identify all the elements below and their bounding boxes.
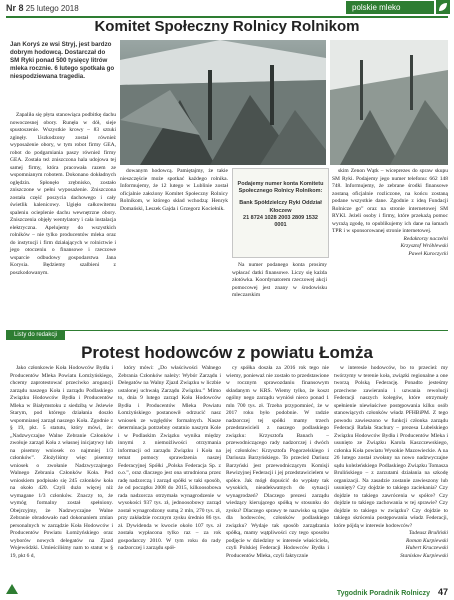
section-tag: Listy do redakcji bbox=[6, 330, 65, 340]
bank-name: Bank Spółdzielczy Ryki Oddział Kłoczew bbox=[239, 200, 322, 214]
issue-number: Nr 8 bbox=[6, 3, 24, 13]
signature-name: Stanisław Kurpiewski bbox=[400, 552, 448, 559]
paragraph: cy spółka doszła za 2016 rok tego nie wiemy, ponieważ nie zostało to przedstawione w rocznym sprawozdaniu finansowym składanym w KRS. Wiemy tylko, że koszt ogólny nego zarządu wyniósł nieco ponad 1 mln 700 tys. zł. Trzeba przypomnieć, że w 2017 roku było podobnie. W radzie nadzorczej tej spółki mamy trzech przedstawicieli z naszego podlaskiego związku: Krzysztofa Banach – przewodniczącego rady nadzorczej i dwóch jej członków: Krzysztofa Pogorzelskiego i Dariusza Barzyńskiego. To przecież Dariusz Barzyński jest przewodniczącym Komisji Rewizyjnej Federacji i jej przedstawicielem w spółce. Jak mógł dopuścić do wypłaty tak wysokich, nieadekwatnych do sytuacji wynagrodzeń? Dlaczego prezesi zarządu wiedzący kierującego spółką w stosunku do zysku? Dlaczego sprawy te nazwisko są tajne dla hodowców, członków podlaskiego związku? Wydaje tak sposób zarządzania spółką, mamy wątpliwości czy tego sposobu podjęcie w dziedziny w interesie właściciela, czyli Polskiej Federacji Hodowców Bydła i Producentów Mleka, czyli faktycznie bbox=[226, 365, 329, 559]
article-column-4 bbox=[332, 168, 448, 258]
paragraph: w interesie hodowców, bo to przecież my twórzymy w terenie koła, związki regionalne a one tworzą Polską Federację. Ponadto jesteśmy przeciwne zawierania i uzwania rewolucji Federacji naszych kolegów, które otrzymały spełnienie niewłaściwe postępowania kilku osób stanowiących członków władz PFHBiPM. Z tego powodu zawieszono w funkcji członka zarządu Federacji Rafała Stachury – prezesa Lubelskiego Związku Hodowców Bydła i Producentów Mleka i usunięto ze Związku Karola Kaszczewskiego, członka Koła powiatu Wysokie Mazowieckie. A na 26 lutego został zwołany na nowo nadzwyczajne sądu koleżeńskiego Podlaskiego Związku Tomasza Brulińskiego – z zarzutami działania na szkodę organizacji. Na zasadzie zostanie zawieszony lub usunięty? Czy dojdzie to takiego zaciekania? Czy dojdzie to takiego zawrócenia w spółce? Czy dojdzie to takiego zachowania w tej sprawie? Czy dojdzie to takiego w związku? Czy dojdzie to takiego skrócenia postępowania władz Federacji, które pójdą w interesie hodowców? bbox=[334, 365, 448, 529]
paragraph: który mówi: „Do właściwości Walnego Zebrania Członków należy: Wybór Zarządu i Delegatów na Walny Zjazd Związku w liczbie ustalonej uchwałą Zarządu Związku.” Mimo to, dnia 9 lutego zarząd Koła Hodowców Bydła i Producentów Mleka Powiatu Łomżyńskiego postanowił odrzucić nasz wniosek ze względów formalnych. Nasze determinacja potrzebny ostatnio naszym Kole i w Podlaskim Związku wynika między innymi z niemożliwości otrzymania informacji od zarządu Związku i Koła na temat pomocy sprawdzenia naszej Federacyjnej Spółki „Polska Federacja Sp. z o.o.”, oraz dlaczego jest ona utrudniona przez radę nadzorczą i zarząd spółki w taki sposób, że od początku 2008 do 2015, kilkoosobowa rada nadzorcza otrzymała wynagrodzenie w wysokości 937 tys. zł, jednoosobowy zarząd został wynagrodzony sumą 2 mln, 270 tys. zł, przy zakładzie rocznym zysku średnio 86 tys. zł. Dywidenda w kwocie około 107 tys. zł została wypłacona tylko raz – za rok gospodarczy 2010. W tym roku do rady nadzorczej i zarządu spół- bbox=[118, 365, 221, 551]
account-number: 21 8724 1028 2003 2809 1532 0001 bbox=[243, 214, 318, 229]
footer-logo-icon bbox=[6, 584, 18, 596]
page-corner-icon bbox=[6, 584, 18, 594]
signature-role: Redaktorzy naczelni bbox=[403, 235, 448, 242]
issue-date: 25 lutego 2018 bbox=[25, 4, 79, 13]
article-column-1 bbox=[10, 112, 116, 277]
paragraph: Zapaliła się płyta stanowiąca podbitkę dachu nowoczesnej obory. Runęła w dół, sieje spustoszenie. Wszystkie krowy – 83 sztuki zginęły. Uszkodzony został również wyposażenie obory, w tym robot firmy GEA, robot do podgarniania paszy również firmy GEA. Została też zniszczona hala udojowa tej samej firmy, która pracowała razem ze wspomnianym robotem. Dokonano dokładnych oględzin. Spłonęło zrębnisko, zostało zniszczone w pełni wyposażenie. Zniszczona została część poszycia dachowego i cały świetlik kalenicowy. Ugięło całkowitemu spaleniu ocieplenie dachu wewnętrzne obory. Zniszczenia objęły wentylatory i cała instalacja elektryczna. Apelujemy do wszystkich rolników – nie tylko producentów mleka oraz do instytucji i firm działających w rolnictwie i jego otoczeniu o finansowe i rzeczowe wsparcie odbudowy gospodarstwa Jana Korysia. Będziemy szalbieni z poszkodowanym. bbox=[10, 112, 116, 276]
paragraph: skim Zenon Wątk – wiceprezes do spraw skupu SM Ryki. Podajemy jego numer telefonu: 662 148 748. Informujemy, że zebrane środki finansowe zostaną oficjalnie rozliczone, na końcu zostaną podane wszystkie dane. Zgodnie z ideą Fundacji Rolnicze go” oraz na stronie internetowej SM RYKI. Jeżeli osoby i firmy, które przekażą pomoc wyrażą zgodę, to opublikujemy ich dane na łamach TPR i w sponsorowanej stronie internetowej. bbox=[332, 168, 448, 234]
article-column-3 bbox=[232, 262, 327, 300]
article-title: Komitet Społeczny Rolnicy Rolnikom bbox=[94, 18, 360, 35]
signature-name: Paweł Kuroczycki bbox=[408, 250, 448, 257]
issue-header bbox=[6, 3, 79, 13]
leaf-icon bbox=[436, 0, 450, 14]
article-column-1 bbox=[10, 365, 113, 560]
paragraph: Jako członkowie Koła Hodowców Bydła i Producentów Mleka Powiatu Łomżyńskiego, chcemy zaprotestować przeciwko arogancji zarządu naszego Koła i zarządu Podlaskiego Związku Hodowców Bydła i Producentów Mleka w Białymstoku z siedzibą w Jeżewie Starym, pod którego działania doszło wspomnianej zarząd naszego Koła. Zgodnie z § 19, pkt. 5 statutu, który mówi, że: „Nadzwyczajne Walne Zebranie Członków zwołuje zarząd Koła z własnej inicjatywy lub na pisemny wniosek co najmniej 1/3 członków”. Złożyliśmy więc pisemny wniosek o zwołanie Nadzwyczajnego Walnego Zebrania Członków Koła. Pod wnioskiem podpisało się 245 członków koła na około 420. Czyli dużo więcej niż wymagane 1/3 członków. Znaczy to, że wymóg formalny został spełniony. Obejrzyjmy, że Nadzwyczajne Walne Zebranie obradowało nad dokonaniem zmian personalnych w zarządzie Koła Hodowców i Producentów Powiatu Łomżyńskiego oraz wyborów nowych delegatów na Zjazd Wojewódzki. Umieściliśmy nam to statut w § 19, pkt 6 d, bbox=[10, 365, 113, 559]
brand-banner: polskie mleko bbox=[346, 1, 434, 14]
signature-name: Roman Kurpiewski bbox=[405, 537, 448, 544]
article-column-4 bbox=[334, 365, 448, 560]
paragraph: dowanym hodowcą. Pamiętajmy, że takie nieszczęście może spotkać każdego rolnika. Informujemy, że 12 lutego w Lublinie został oficjalnie założony Komitet Społeczny Rolnicy Rolnikom, w którego skład wchodzą: Henryk Domański, Leszek Gajda i Grzegorz Kociełnik. bbox=[120, 168, 228, 212]
signature-name: Hubert Kruczewski bbox=[405, 545, 448, 551]
section-divider bbox=[6, 330, 448, 341]
barn-ruins-image bbox=[120, 40, 326, 165]
article-title: Protest hodowców z powiatu Łomża bbox=[81, 343, 373, 362]
signature-name: Tadeusz Bruliński bbox=[408, 530, 448, 536]
barn-fire-photo bbox=[120, 40, 326, 165]
bank-account-box bbox=[232, 168, 329, 258]
roof-damage-photo bbox=[330, 40, 448, 165]
signature-name: Krzysztof Wróblewski bbox=[400, 243, 448, 249]
page-number: 47 bbox=[437, 587, 448, 597]
roof-ruins-image bbox=[330, 40, 448, 165]
article-lead: Jan Koryś ze wsi Stryj, jest bardzo dobrym hodowcą. Dostarczał do SM Ryki ponad 500 tysięcy litrów mleka rocznie. 6 lutego spotkała go niespodziewana tragedia. bbox=[10, 41, 115, 80]
publication-name: Tygodnik Poradnik Rolniczy bbox=[336, 590, 431, 597]
article-column-2 bbox=[118, 365, 221, 553]
article-column-2 bbox=[120, 168, 228, 213]
article-column-3 bbox=[226, 365, 329, 560]
paragraph: Na numer podanego konta prosimy wpłacać datki finansowe. Liczy się każda złotówka. Koordynatorem rzeczowej akcji pomocowej jest znany w środowisku mleczarskim bbox=[232, 262, 327, 298]
account-heading: Podajemy numer konta Komitetu Społecznego Rolnicy Rolnikom: bbox=[237, 181, 324, 195]
footer bbox=[337, 587, 448, 597]
